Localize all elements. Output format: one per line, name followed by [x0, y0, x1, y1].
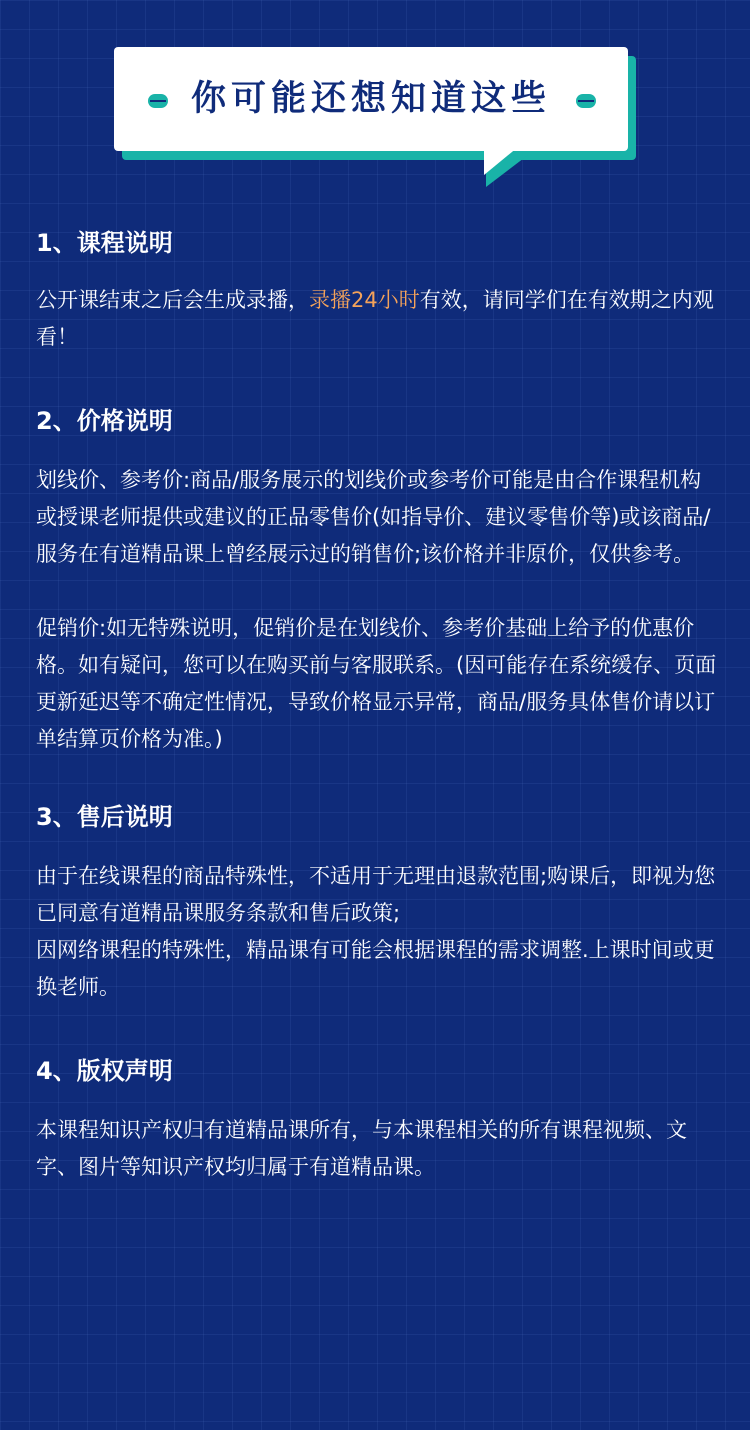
section-price-info: [36, 398, 720, 758]
header-banner: [114, 47, 636, 187]
section-paragraph: [36, 282, 720, 356]
section-title: 2、价格说明: [36, 407, 173, 435]
page-title: 你可能还想知道这些: [190, 79, 551, 119]
section-copyright: [36, 1048, 720, 1186]
section-title: 3、售后说明: [36, 803, 173, 831]
paragraph-text: 有效，请同学们在有效期之内观看！: [36, 288, 714, 349]
section-course-info: [36, 220, 720, 356]
section-title: 4、版权声明: [36, 1057, 173, 1085]
speech-tail: [484, 147, 518, 175]
section-paragraph: 本课程知识产权归有道精品课所有，与本课程相关的所有课程视频、文字、图片等知识产权均归属于有道精品课。: [36, 1118, 687, 1179]
faq-content: [36, 220, 720, 1186]
highlight-text: 录播24小时: [309, 288, 420, 312]
section-paragraph: 因网络课程的特殊性，精品课有可能会根据课程的需求调整.上课时间或更换老师。: [36, 938, 715, 999]
dash-pill-icon-right: [576, 94, 596, 108]
section-title: 1、课程说明: [36, 229, 173, 257]
section-paragraph: 划线价、参考价:商品/服务展示的划线价或参考价可能是由合作课程机构或授课老师提供或建议的正品零售价(如指导价、建议零售价等)或该商品/服务在有道精品课上曾经展示过的销售价;该价格并非原价，仅供参考。: [36, 468, 711, 566]
header-card: [114, 47, 628, 151]
section-paragraph: 促销价:如无特殊说明，促销价是在划线价、参考价基础上给予的优惠价格。如有疑问，您可以在购买前与客服联系。(因可能存在系统缓存、页面更新延迟等不确定性情况，导致价格显示异常，商品/服务具体售价请以订单结算页价格为准。): [36, 616, 717, 751]
section-after-sales: [36, 794, 720, 1006]
paragraph-text: 公开课结束之后会生成录播，: [36, 288, 309, 312]
section-paragraph: 由于在线课程的商品特殊性，不适用于无理由退款范围;购课后，即视为您已同意有道精品课服务条款和售后政策;: [36, 864, 716, 925]
